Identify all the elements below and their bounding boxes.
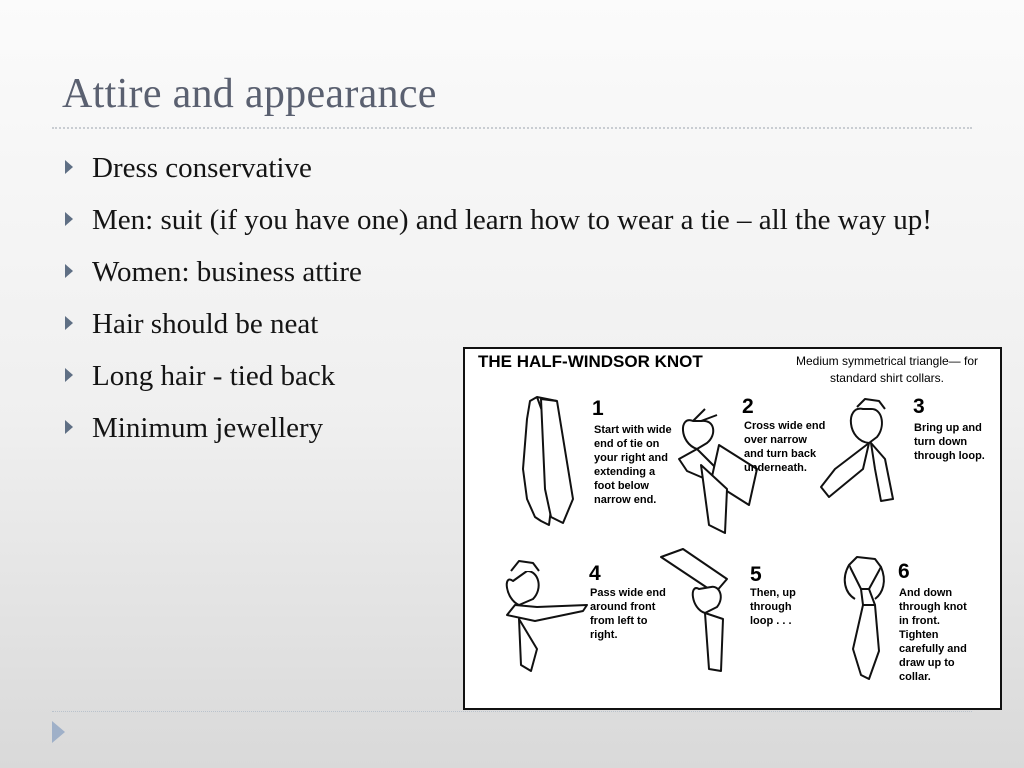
- triangle-bullet-icon: [65, 420, 73, 434]
- bullet-text: Minimum jewellery: [92, 412, 324, 444]
- diagram-title: THE HALF-WINDSOR KNOT: [478, 352, 703, 371]
- step-number: 3: [913, 395, 925, 418]
- step-text: Start with wide end of tie on your right and extending a foot below narrow end.: [594, 424, 672, 506]
- tie-step-6-illustration: [845, 557, 884, 679]
- triangle-bullet-icon: [65, 160, 73, 174]
- step-number: 6: [898, 560, 910, 583]
- step-text: Bring up and turn down through loop.: [914, 422, 985, 462]
- footer-divider: [52, 711, 972, 712]
- diagram-subtitle: Medium symmetrical triangle— for standard shirt collars.: [795, 354, 979, 385]
- tie-step-5-illustration: [661, 549, 727, 671]
- tie-step-1-illustration: [523, 397, 573, 525]
- step-number: 4: [589, 562, 601, 585]
- bullet-text: Hair should be neat: [92, 308, 319, 340]
- tie-step-3-illustration: [821, 399, 893, 501]
- title-divider: [52, 127, 972, 129]
- step-text: Then, up through loop . . .: [750, 587, 796, 627]
- step-number: 2: [742, 395, 754, 418]
- step-number: 1: [592, 397, 604, 420]
- triangle-right-icon[interactable]: [52, 721, 65, 743]
- triangle-bullet-icon: [65, 264, 73, 278]
- bullet-text: Long hair - tied back: [92, 360, 336, 392]
- tie-step-4-illustration: [507, 561, 587, 671]
- step-text: Cross wide end over narrow and turn back underneath.: [744, 420, 826, 474]
- step-text: And down through knot in front. Tighten carefully and draw up to collar.: [899, 587, 967, 683]
- step-text: Pass wide end around front from left to right.: [590, 587, 666, 641]
- triangle-bullet-icon: [65, 316, 73, 330]
- triangle-bullet-icon: [65, 212, 73, 226]
- bullet-text: Women: business attire: [92, 256, 362, 288]
- bullet-text: Men: suit (if you have one) and learn how to wear a tie – all the way up!: [92, 204, 932, 236]
- bullet-item: [62, 146, 962, 190]
- bullet-item: [62, 302, 962, 346]
- bullet-item: [62, 250, 962, 294]
- triangle-bullet-icon: [65, 368, 73, 382]
- slide-title: Attire and appearance: [62, 71, 437, 117]
- step-number: 5: [750, 563, 762, 586]
- half-windsor-diagram: [463, 347, 1002, 710]
- bullet-item: [62, 198, 962, 242]
- bullet-text: Dress conservative: [92, 152, 312, 184]
